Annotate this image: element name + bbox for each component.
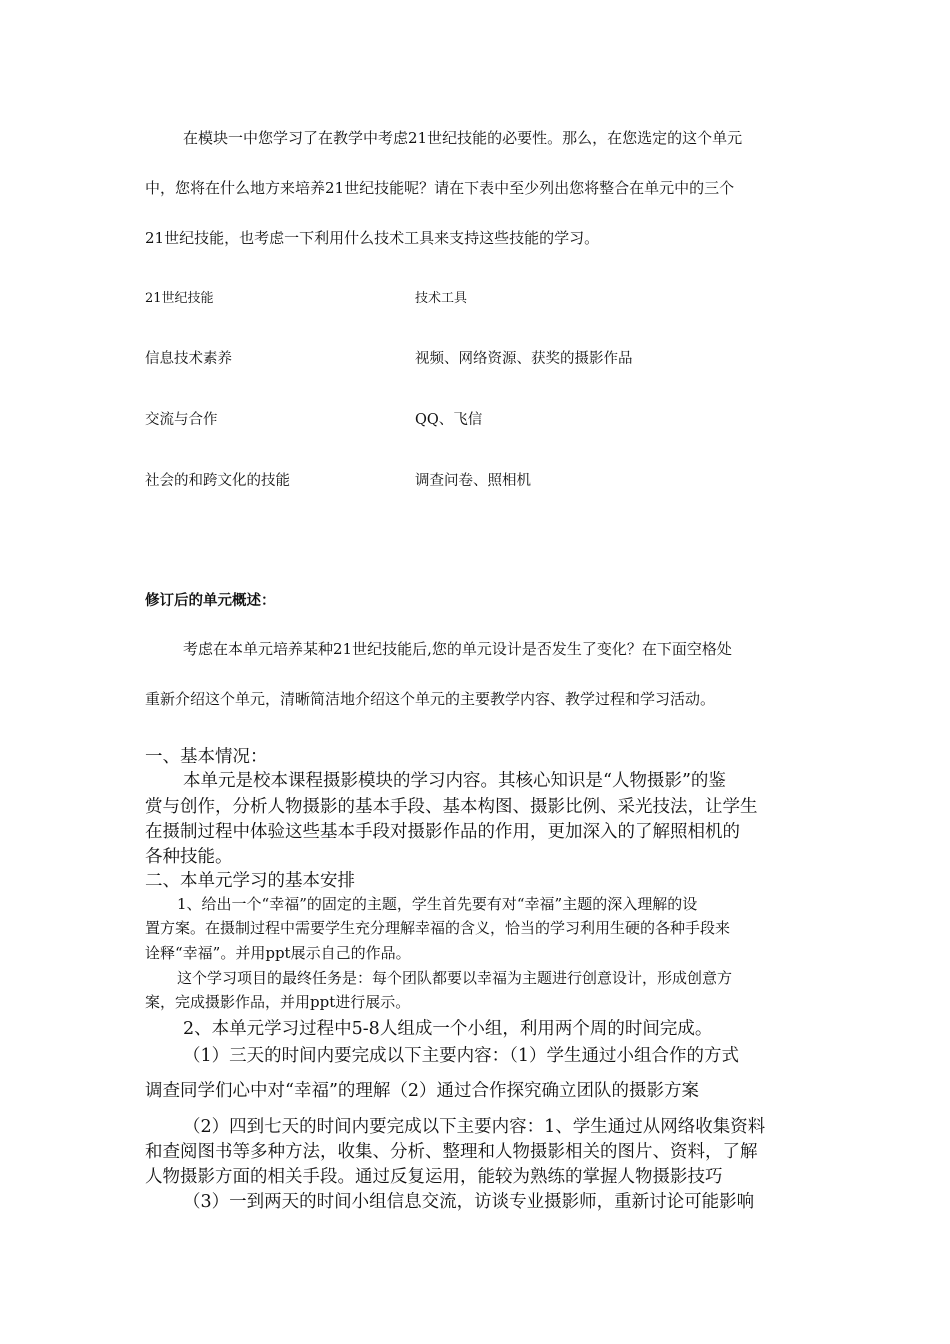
revised-line-2: 重新介绍这个单元，清晰简洁地介绍这个单元的主要教学内容、教学过程和学习活动。 — [145, 690, 716, 708]
section-1-heading: 一、基本情况： — [145, 747, 268, 767]
table-row-tool: QQ、飞信 — [415, 412, 483, 428]
table-row-skill: 交流与合作 — [145, 412, 218, 428]
table-row-tool: 视频、网络资源、获奖的摄影作品 — [415, 351, 633, 367]
section-2-item-2: 2、本单元学习过程中5-8人组成一个小组，利用两个周的时间完成。 — [183, 1019, 713, 1039]
table-row-tool: 调查问卷、照相机 — [415, 473, 531, 489]
table-header-skill: 21世纪技能 — [145, 291, 214, 306]
section-1-line-2: 赏与创作，分析人物摄影的基本手段、基本构图、摄影比例、采光技法，让学生 — [145, 797, 758, 817]
revised-heading: 修订后的单元概述： — [145, 592, 276, 609]
section-1-line-3: 在摄制过程中体验这些基本手段对摄影作品的作用，更加深入的了解照相机的 — [145, 822, 740, 842]
section-2-item-1-line-1: 1、给出一个“幸福”的固定的主题，学生首先要有对“幸福”主题的深入理解的设 — [177, 895, 698, 913]
section-2-task-line-1: 这个学习项目的最终任务是：每个团队都要以幸福为主题进行创意设计，形成创意方 — [177, 969, 733, 987]
section-1-line-4: 各种技能。 — [145, 847, 233, 867]
section-2-step-2-line-1: （2）四到七天的时间内要完成以下主要内容：1、学生通过从网络收集资料 — [183, 1117, 766, 1137]
intro-line-3: 21世纪技能，也考虑一下利用什么技术工具来支持这些技能的学习。 — [145, 229, 600, 247]
section-2-item-1-line-3: 诠释“幸福”。并用ppt展示自己的作品。 — [145, 944, 411, 962]
section-2-heading: 二、本单元学习的基本安排 — [145, 871, 355, 891]
section-2-step-1-line-2: 调查同学们心中对“幸福”的理解（2）通过合作探究确立团队的摄影方案 — [145, 1081, 700, 1101]
section-2-step-1-line-1: （1）三天的时间内要完成以下主要内容：（1）学生通过小组合作的方式 — [183, 1046, 740, 1066]
revised-line-1: 考虑在本单元培养某种21世纪技能后,您的单元设计是否发生了变化？在下面空格处 — [183, 640, 732, 658]
table-row-skill: 社会的和跨文化的技能 — [145, 473, 290, 489]
section-1-line-1: 本单元是校本课程摄影模块的学习内容。其核心知识是“人物摄影”的鉴 — [183, 771, 726, 791]
section-2-step-2-line-3: 人物摄影方面的相关手段。通过反复运用，能较为熟练的掌握人物摄影技巧 — [145, 1167, 723, 1187]
section-2-item-1-line-2: 置方案。在摄制过程中需要学生充分理解幸福的含义，恰当的学习利用生硬的各种手段来 — [145, 919, 731, 937]
table-header-tool: 技术工具 — [415, 291, 468, 306]
section-2-step-3-line-1: （3）一到两天的时间小组信息交流，访谈专业摄影师，重新讨论可能影响 — [183, 1192, 755, 1212]
table-row-skill: 信息技术素养 — [145, 351, 232, 367]
section-2-task-line-2: 案，完成摄影作品，并用ppt进行展示。 — [145, 993, 411, 1011]
intro-line-2: 中，您将在什么地方来培养21世纪技能呢？请在下表中至少列出您将整合在单元中的三个 — [145, 179, 735, 197]
intro-line-1: 在模块一中您学习了在教学中考虑21世纪技能的必要性。那么，在您选定的这个单元 — [183, 129, 743, 147]
section-2-step-2-line-2: 和查阅图书等多种方法，收集、分析、整理和人物摄影相关的图片、资料，了解 — [145, 1142, 758, 1162]
